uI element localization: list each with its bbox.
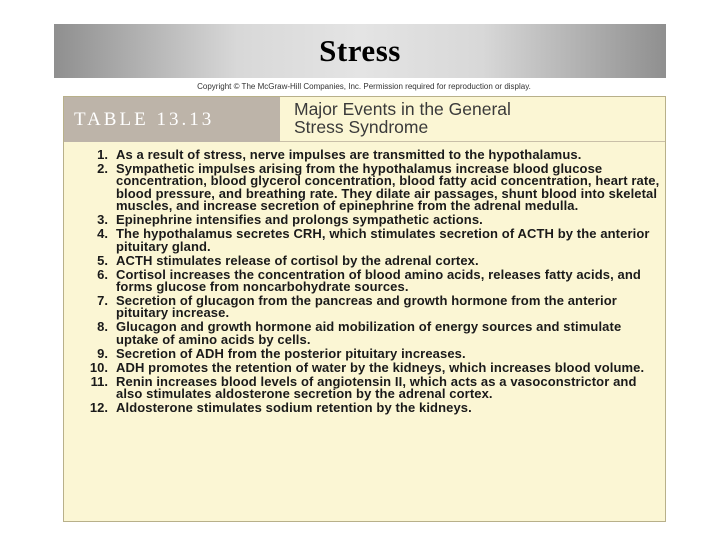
events-list: [70, 149, 660, 416]
item-number: 8.: [97, 319, 108, 335]
list-item: [70, 252, 660, 268]
item-number: 3.: [97, 212, 108, 228]
list-item: [70, 228, 660, 253]
stress-table-image: [63, 96, 666, 522]
list-item: [70, 402, 660, 414]
item-number: 1.: [97, 147, 108, 162]
item-number: 12.: [89, 400, 108, 416]
slide-title: Stress: [319, 33, 401, 68]
item-text: ADH promotes the retention of water by the kidneys, which increases blood volume.: [116, 359, 645, 375]
item-number: 6.: [97, 266, 108, 282]
table-heading: [280, 97, 665, 142]
list-item: [70, 359, 660, 375]
item-number: 9.: [97, 345, 108, 361]
item-number: 10.: [89, 359, 108, 375]
item-text: Epinephrine intensifies and prolongs sympathetic actions.: [116, 212, 483, 228]
list-item: [70, 149, 660, 161]
item-number: 4.: [97, 226, 108, 242]
list-item: [70, 345, 660, 361]
list-item: [70, 214, 660, 226]
item-text: As a result of stress, nerve impulses are transmitted to the hypothalamus.: [116, 147, 582, 162]
item-text: The hypothalamus secretes CRH, which stimulates secretion of ACTH by the anterior pituitary gland.: [116, 226, 650, 254]
list-item: [70, 321, 660, 346]
item-text: Glucagon and growth hormone aid mobilization of energy sources and stimulate uptake of amino acids by cells.: [116, 319, 622, 347]
table-heading-text: Major Events in the General Stress Syndrome: [294, 99, 511, 137]
item-text: ACTH stimulates release of cortisol by the adrenal cortex.: [116, 252, 479, 268]
item-number: 7.: [97, 293, 108, 309]
list-item: [70, 266, 660, 295]
item-text: Secretion of ADH from the posterior pituitary increases.: [116, 345, 466, 361]
table-number-label: [64, 97, 280, 142]
item-number: 11.: [90, 373, 108, 389]
table-number-text: TABLE 13.13: [74, 108, 215, 130]
item-text: Sympathetic impulses arising from the hypothalamus increase blood glucose concentration, blood glycerol concentration, blood fatty acid concentration, heart rate, blood pressure, and breathing rate. They dilate air passages, shunt blood into skeletal muscles, and increase secretion of epinephrine from the adrenal medulla.: [116, 161, 660, 214]
item-number: 5.: [97, 252, 108, 268]
item-number: 2.: [97, 161, 108, 176]
list-item: [70, 163, 660, 213]
list-item: [70, 295, 660, 320]
table-header: [64, 97, 665, 142]
item-text: Aldosterone stimulates sodium retention by the kidneys.: [116, 400, 472, 416]
list-item: [70, 373, 660, 402]
slide-title-bar: [54, 24, 666, 78]
item-text: Renin increases blood levels of angiotensin II, which acts as a vasoconstrictor and also stimulates aldosterone secretion by the adrenal cortex.: [116, 373, 637, 402]
copyright-notice: Copyright © The McGraw-Hill Companies, Inc. Permission required for reproduction or display.: [197, 82, 531, 91]
item-text: Secretion of glucagon from the pancreas and growth hormone from the anterior pituitary increase.: [116, 293, 617, 321]
item-text: Cortisol increases the concentration of blood amino acids, releases fatty acids, and forms glucose from noncarbohydrate sources.: [116, 266, 641, 295]
